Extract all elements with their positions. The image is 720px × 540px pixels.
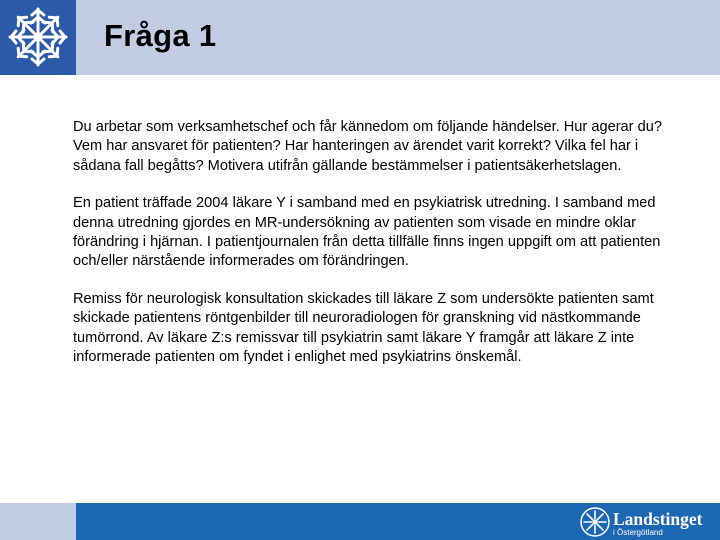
snowflake-flower-icon — [5, 4, 71, 70]
footer-left-block — [0, 503, 76, 540]
footer-band — [0, 503, 720, 540]
brand-logo — [580, 507, 720, 539]
brand-flower-icon — [580, 507, 610, 537]
case-paragraph-2: Remiss för neurologisk konsultation skickades till läkare Z som undersökte patienten samt skickade patientens röntgenbilder till neuroradiologen för granskning vid nästkommande tumörrond. Av läkare Z:s remissvar till psykiatrin samt läkare Y framgår att läkare Z inte informerade patienten om fyndet i enlighet med psykiatrins önskemål. — [73, 290, 654, 366]
slide-body — [73, 118, 683, 385]
question-paragraph: Du arbetar som verksamhetschef och får kännedom om följande händelser. Hur agerar du? Vem har ansvaret för patienten? Har hanteringen av ärendet varit korrekt? Vilka fel har i sådana fall begåtts? Motivera utifrån gällande bestämmelser i patientsäkerhetslagen. — [73, 119, 662, 174]
logo — [0, 0, 76, 75]
case-paragraph-1: En patient träffade 2004 läkare Y i samband med en psykiatrisk utredning. I samband med denna utredning gjordes en MR-undersökning av patienten som visade en mindre oklar förändring i hjärnan. I patientjournalen från detta tillfälle finns ingen uppgift om att patienten och/eller närstående informerades om förändringen. — [73, 195, 661, 270]
brand-subtitle: i Östergötland — [613, 528, 663, 537]
slide-title: Fråga 1 — [104, 18, 217, 53]
brand-name: Landstinget — [613, 509, 703, 529]
